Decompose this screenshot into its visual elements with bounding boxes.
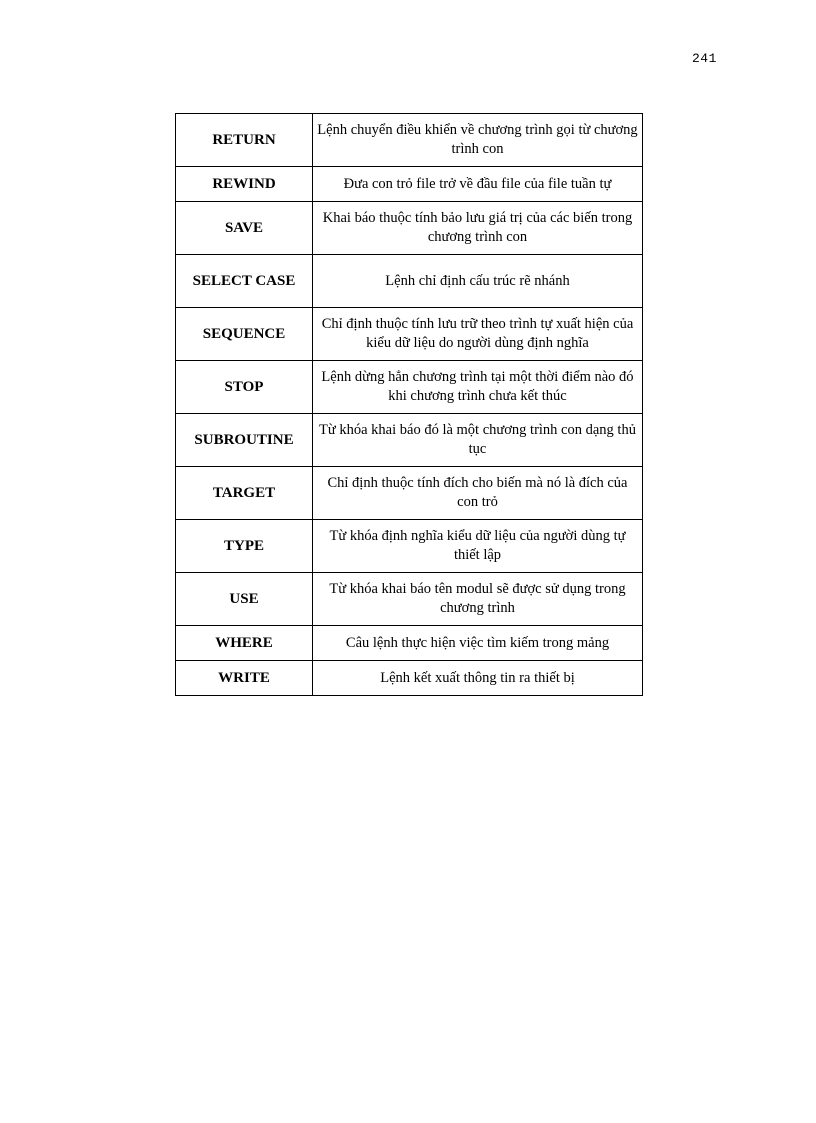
page-number: 241 [692,51,717,66]
table-row [176,520,643,573]
table-row [176,308,643,361]
table-row [176,573,643,626]
table-row [176,626,643,661]
keyword-cell: WRITE [176,661,313,696]
description-cell: Lệnh chuyển điều khiển về chương trình gọi từ chương trình con [313,114,643,167]
table-row [176,661,643,696]
table-row [176,114,643,167]
keyword-cell: TYPE [176,520,313,573]
keyword-cell: SUBROUTINE [176,414,313,467]
keyword-cell: WHERE [176,626,313,661]
description-cell: Đưa con trỏ file trở về đầu file của file tuần tự [313,167,643,202]
description-cell: Câu lệnh thực hiện việc tìm kiếm trong mảng [313,626,643,661]
keyword-cell: SELECT CASE [176,255,313,308]
table-row [176,255,643,308]
description-cell: Lệnh kết xuất thông tin ra thiết bị [313,661,643,696]
description-cell: Lệnh chỉ định cấu trúc rẽ nhánh [313,255,643,308]
keyword-cell: SAVE [176,202,313,255]
description-cell: Lệnh dừng hẳn chương trình tại một thời điểm nào đó khi chương trình chưa kết thúc [313,361,643,414]
table-row [176,167,643,202]
table-row [176,361,643,414]
keyword-cell: RETURN [176,114,313,167]
keyword-cell: USE [176,573,313,626]
keyword-cell: TARGET [176,467,313,520]
table-row [176,202,643,255]
keyword-cell: STOP [176,361,313,414]
description-cell: Từ khóa định nghĩa kiểu dữ liệu của người dùng tự thiết lập [313,520,643,573]
description-cell: Từ khóa khai báo tên modul sẽ được sử dụng trong chương trình [313,573,643,626]
keywords-table [175,113,643,696]
keyword-cell: SEQUENCE [176,308,313,361]
table-row [176,467,643,520]
description-cell: Từ khóa khai báo đó là một chương trình con dạng thủ tục [313,414,643,467]
description-cell: Chỉ định thuộc tính lưu trữ theo trình tự xuất hiện của kiểu dữ liệu do người dùng định nghĩa [313,308,643,361]
keyword-cell: REWIND [176,167,313,202]
description-cell: Khai báo thuộc tính bảo lưu giá trị của các biến trong chương trình con [313,202,643,255]
table-row [176,414,643,467]
description-cell: Chỉ định thuộc tính đích cho biến mà nó là đích của con trỏ [313,467,643,520]
